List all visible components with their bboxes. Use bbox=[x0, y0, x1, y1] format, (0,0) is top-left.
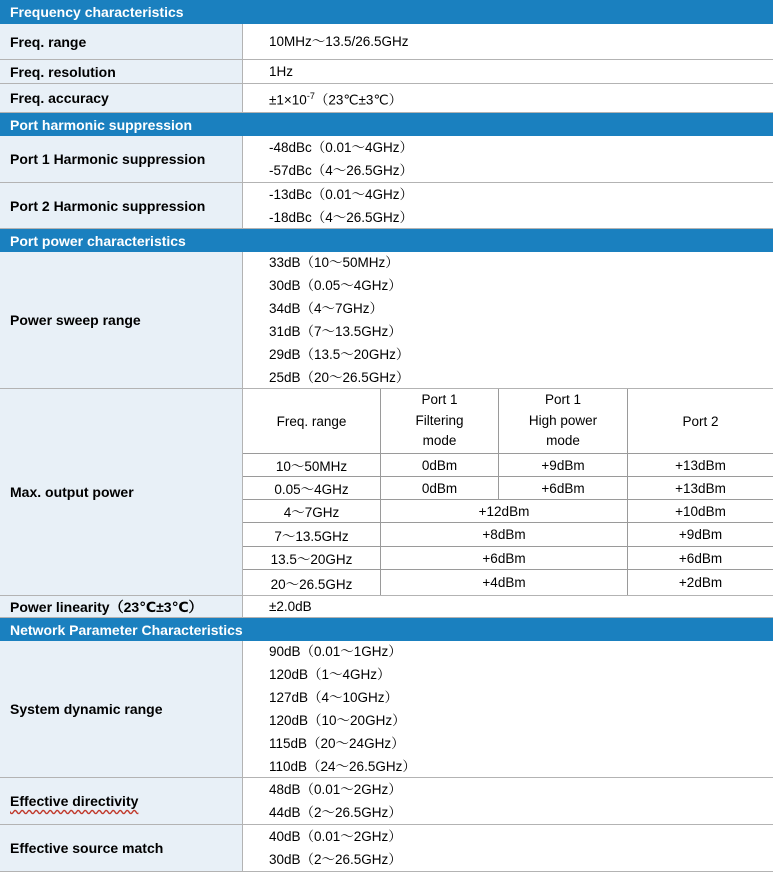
value-line: 30dB（2～26.5GHz） bbox=[269, 852, 402, 867]
subtable-cell-port2: +10dBm bbox=[628, 500, 773, 523]
value-line: 33dB（10～50MHz） bbox=[269, 255, 399, 270]
subtable-cell-high-power: +6dBm bbox=[499, 477, 628, 500]
label-port2-harmonic: Port 2 Harmonic suppression bbox=[0, 183, 243, 229]
value-line: -18dBc（4～26.5GHz） bbox=[269, 209, 414, 225]
header-line: mode bbox=[546, 433, 580, 449]
label-port1-harmonic: Port 1 Harmonic suppression bbox=[0, 136, 243, 183]
value-power-linearity bbox=[243, 596, 773, 618]
accuracy-condition: （23℃±3℃） bbox=[314, 92, 403, 108]
value-line: 120dB（1～4GHz） bbox=[269, 667, 391, 682]
label-effective-source-match: Effective source match bbox=[0, 825, 243, 872]
subtable-cell-high-power: +9dBm bbox=[499, 454, 628, 477]
section-header-power: Port power characteristics bbox=[0, 229, 773, 252]
value-line: ±2.0dB bbox=[269, 599, 312, 614]
section-header-harmonic: Port harmonic suppression bbox=[0, 113, 773, 136]
label-freq-resolution: Freq. resolution bbox=[0, 60, 243, 84]
value-line: 115dB（20～24GHz） bbox=[269, 736, 405, 751]
subtable-cell-port1-merged: +12dBm bbox=[381, 500, 628, 523]
value-power-sweep bbox=[243, 252, 773, 389]
subtable-cell-freq: 20～26.5GHz bbox=[243, 570, 381, 595]
section-header-frequency: Frequency characteristics bbox=[0, 0, 773, 24]
subtable-cell-port2: +6dBm bbox=[628, 547, 773, 570]
value-line: 48dB（0.01～2GHz） bbox=[269, 782, 402, 797]
label-max-output: Max. output power bbox=[0, 389, 243, 596]
subtable-cell-port1-merged: +6dBm bbox=[381, 547, 628, 570]
value-effective-source-match bbox=[243, 825, 773, 872]
accuracy-exponent: -7 bbox=[306, 90, 315, 101]
header-line: mode bbox=[422, 433, 457, 449]
value-line: 1Hz bbox=[269, 64, 294, 79]
label-freq-range: Freq. range bbox=[0, 24, 243, 60]
value-line: 127dB（4～10GHz） bbox=[269, 690, 399, 705]
subtable-cell-freq: 0.05～4GHz bbox=[243, 477, 381, 500]
subtable-cell-port1-merged: +4dBm bbox=[381, 570, 628, 595]
subtable-cell-freq: 13.5～20GHz bbox=[243, 547, 381, 570]
header-line: Filtering bbox=[415, 412, 464, 428]
label-text: Effective directivity bbox=[10, 793, 139, 809]
value-line: 31dB（7～13.5GHz） bbox=[269, 324, 402, 339]
value-freq-accuracy bbox=[243, 84, 773, 113]
value-line: 30dB（0.05～4GHz） bbox=[269, 278, 402, 293]
subtable-cell-filtering: 0dBm bbox=[381, 477, 499, 500]
value-line: -48dBc（0.01～4GHz） bbox=[269, 140, 414, 155]
value-port2-harmonic bbox=[243, 183, 773, 229]
subtable-cell-freq: 10～50MHz bbox=[243, 454, 381, 477]
subtable-header-high-power bbox=[499, 389, 628, 454]
value-freq-resolution bbox=[243, 60, 773, 84]
label-freq-accuracy: Freq. accuracy bbox=[0, 84, 243, 113]
subtable-cell-filtering: 0dBm bbox=[381, 454, 499, 477]
subtable-cell-port2: +9dBm bbox=[628, 523, 773, 547]
subtable-header-filtering bbox=[381, 389, 499, 454]
subtable-cell-port1-merged: +8dBm bbox=[381, 523, 628, 547]
label-power-sweep: Power sweep range bbox=[0, 252, 243, 389]
value-line: -13dBc（0.01～4GHz） bbox=[269, 186, 414, 202]
subtable-header-port2: Port 2 bbox=[628, 389, 773, 454]
subtable-cell-port2: +13dBm bbox=[628, 454, 773, 477]
subtable-cell-port2: +13dBm bbox=[628, 477, 773, 500]
value-line: 10MHz～13.5/26.5GHz bbox=[269, 34, 409, 49]
value-line: 40dB（0.01～2GHz） bbox=[269, 829, 402, 844]
value-line: 120dB（10～20GHz） bbox=[269, 713, 406, 728]
label-power-linearity: Power linearity（23℃±3℃） bbox=[0, 596, 243, 618]
header-line: High power bbox=[528, 412, 598, 428]
value-line: 34dB（4～7GHz） bbox=[269, 301, 384, 316]
value-line: 29dB（13.5～20GHz） bbox=[269, 347, 410, 362]
subtable-cell-port2: +2dBm bbox=[628, 570, 773, 595]
subtable-cell-freq: 4～7GHz bbox=[243, 500, 381, 523]
value-system-dynamic-range bbox=[243, 641, 773, 778]
value-effective-directivity bbox=[243, 778, 773, 825]
label-effective-directivity bbox=[0, 778, 243, 825]
value-line: 90dB（0.01～1GHz） bbox=[269, 644, 402, 659]
value-line: 25dB（20～26.5GHz） bbox=[269, 370, 410, 385]
value-line: 110dB（24～26.5GHz） bbox=[269, 759, 416, 774]
accuracy-base: ±1×10 bbox=[269, 92, 307, 108]
value-line: -57dBc（4～26.5GHz） bbox=[269, 163, 414, 178]
value-freq-range bbox=[243, 24, 773, 60]
header-line: Port 1 bbox=[421, 392, 458, 408]
section-header-network: Network Parameter Characteristics bbox=[0, 618, 773, 641]
subtable-cell-freq: 7～13.5GHz bbox=[243, 523, 381, 547]
value-port1-harmonic bbox=[243, 136, 773, 183]
subtable-header-freq: Freq. range bbox=[243, 389, 381, 454]
value-line: 44dB（2～26.5GHz） bbox=[269, 805, 402, 820]
label-system-dynamic-range: System dynamic range bbox=[0, 641, 243, 778]
max-output-subtable bbox=[243, 389, 773, 596]
header-line: Port 1 bbox=[544, 392, 582, 408]
value-line bbox=[269, 85, 773, 112]
